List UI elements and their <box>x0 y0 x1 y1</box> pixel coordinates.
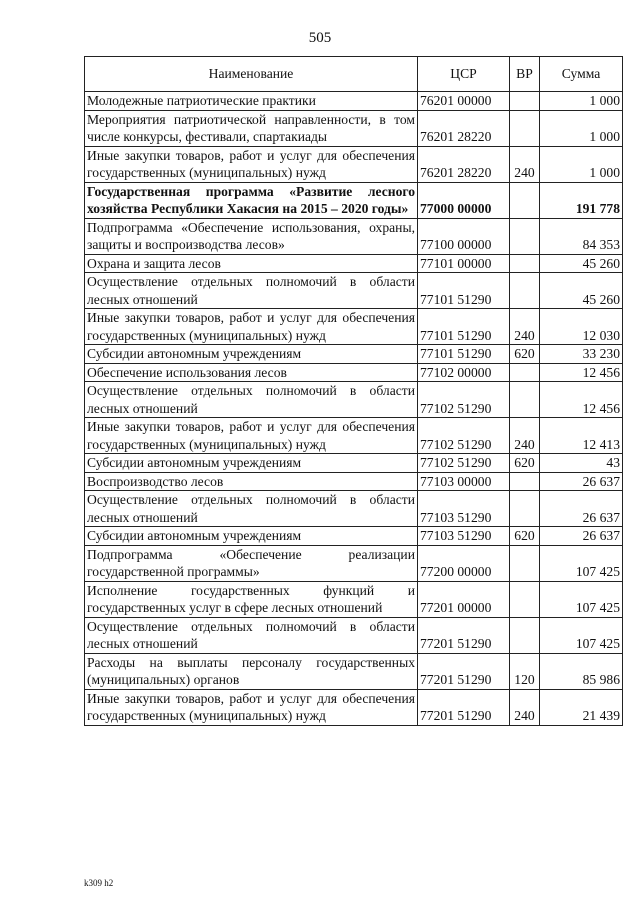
cell-vr: 120 <box>510 653 540 689</box>
cell-vr <box>510 92 540 111</box>
cell-name: Субсидии автономным учреждениям <box>85 454 418 473</box>
cell-name: Субсидии автономным учреждениям <box>85 527 418 546</box>
table-row <box>85 689 623 725</box>
cell-csr: 77102 51290 <box>418 418 510 454</box>
cell-csr: 77201 51290 <box>418 689 510 725</box>
cell-csr: 77102 51290 <box>418 382 510 418</box>
cell-sum: 26 637 <box>540 472 623 491</box>
table-row <box>85 110 623 146</box>
cell-name: Осуществление отдельных полномочий в области лесных отношений <box>85 382 418 418</box>
cell-name: Осуществление отдельных полномочий в области лесных отношений <box>85 617 418 653</box>
cell-name: Субсидии автономным учреждениям <box>85 345 418 364</box>
table-row <box>85 491 623 527</box>
cell-vr: 240 <box>510 418 540 454</box>
cell-name: Воспроизводство лесов <box>85 472 418 491</box>
cell-name: Подпрограмма «Обеспечение реализации государственной программы» <box>85 545 418 581</box>
cell-sum: 21 439 <box>540 689 623 725</box>
cell-csr: 77103 00000 <box>418 472 510 491</box>
cell-sum: 26 637 <box>540 491 623 527</box>
table-row <box>85 218 623 254</box>
cell-vr <box>510 545 540 581</box>
cell-vr <box>510 110 540 146</box>
cell-sum: 107 425 <box>540 617 623 653</box>
cell-csr: 77101 51290 <box>418 345 510 364</box>
cell-vr: 620 <box>510 454 540 473</box>
cell-vr: 240 <box>510 146 540 182</box>
cell-vr <box>510 382 540 418</box>
cell-sum: 1 000 <box>540 92 623 111</box>
table-row <box>85 254 623 273</box>
cell-sum: 33 230 <box>540 345 623 364</box>
cell-vr: 620 <box>510 345 540 364</box>
table-row <box>85 418 623 454</box>
cell-name: Исполнение государственных функций и государственных услуг в сфере лесных отношений <box>85 581 418 617</box>
table-row <box>85 345 623 364</box>
cell-vr <box>510 617 540 653</box>
cell-sum: 85 986 <box>540 653 623 689</box>
cell-name: Расходы на выплаты персоналу государственных (муниципальных) органов <box>85 653 418 689</box>
cell-csr: 77200 00000 <box>418 545 510 581</box>
cell-sum: 26 637 <box>540 527 623 546</box>
table-body <box>85 92 623 726</box>
cell-sum: 12 413 <box>540 418 623 454</box>
cell-csr: 76201 28220 <box>418 146 510 182</box>
cell-csr: 77102 51290 <box>418 454 510 473</box>
cell-name: Иные закупки товаров, работ и услуг для обеспечения государственных (муниципальных) нужд <box>85 309 418 345</box>
header-vr: ВР <box>510 57 540 92</box>
table-row <box>85 146 623 182</box>
cell-sum: 107 425 <box>540 581 623 617</box>
cell-sum: 12 456 <box>540 363 623 382</box>
cell-vr <box>510 182 540 218</box>
cell-name: Молодежные патриотические практики <box>85 92 418 111</box>
cell-sum: 12 456 <box>540 382 623 418</box>
header-csr: ЦСР <box>418 57 510 92</box>
cell-csr: 77000 00000 <box>418 182 510 218</box>
table-row <box>85 182 623 218</box>
cell-csr: 76201 28220 <box>418 110 510 146</box>
cell-csr: 77201 00000 <box>418 581 510 617</box>
table-header-row <box>85 57 623 92</box>
cell-csr: 77100 00000 <box>418 218 510 254</box>
cell-sum: 107 425 <box>540 545 623 581</box>
table-row <box>85 545 623 581</box>
cell-csr: 77101 51290 <box>418 273 510 309</box>
cell-sum: 84 353 <box>540 218 623 254</box>
header-name: Наименование <box>85 57 418 92</box>
cell-csr: 77101 51290 <box>418 309 510 345</box>
cell-csr: 77201 51290 <box>418 653 510 689</box>
cell-csr: 77102 00000 <box>418 363 510 382</box>
cell-csr: 77101 00000 <box>418 254 510 273</box>
cell-name: Иные закупки товаров, работ и услуг для обеспечения государственных (муниципальных) нужд <box>85 146 418 182</box>
cell-sum: 45 260 <box>540 273 623 309</box>
cell-vr <box>510 254 540 273</box>
header-sum: Сумма <box>540 57 623 92</box>
table-row <box>85 92 623 111</box>
cell-sum: 45 260 <box>540 254 623 273</box>
cell-sum: 12 030 <box>540 309 623 345</box>
cell-name: Иные закупки товаров, работ и услуг для обеспечения государственных (муниципальных) нужд <box>85 689 418 725</box>
cell-name: Иные закупки товаров, работ и услуг для обеспечения государственных (муниципальных) нужд <box>85 418 418 454</box>
table-row <box>85 309 623 345</box>
cell-vr: 240 <box>510 689 540 725</box>
cell-name: Подпрограмма «Обеспечение использования, охраны, защиты и воспроизводства лесов» <box>85 218 418 254</box>
cell-name: Осуществление отдельных полномочий в области лесных отношений <box>85 273 418 309</box>
budget-table <box>84 56 623 726</box>
cell-vr: 240 <box>510 309 540 345</box>
cell-name: Обеспечение использования лесов <box>85 363 418 382</box>
cell-name: Охрана и защита лесов <box>85 254 418 273</box>
cell-vr <box>510 472 540 491</box>
cell-name: Государственная программа «Развитие лесного хозяйства Республики Хакасия на 2015 – 2020 годы» <box>85 182 418 218</box>
table-row <box>85 382 623 418</box>
cell-vr <box>510 218 540 254</box>
cell-sum: 1 000 <box>540 146 623 182</box>
cell-name: Осуществление отдельных полномочий в области лесных отношений <box>85 491 418 527</box>
table-row <box>85 454 623 473</box>
table-row <box>85 363 623 382</box>
table-row <box>85 527 623 546</box>
cell-sum: 191 778 <box>540 182 623 218</box>
table-row <box>85 617 623 653</box>
table-row <box>85 581 623 617</box>
cell-vr <box>510 491 540 527</box>
cell-vr: 620 <box>510 527 540 546</box>
cell-sum: 1 000 <box>540 110 623 146</box>
cell-csr: 77201 51290 <box>418 617 510 653</box>
cell-vr <box>510 273 540 309</box>
table-row <box>85 472 623 491</box>
page-number: 505 <box>308 30 332 46</box>
cell-csr: 76201 00000 <box>418 92 510 111</box>
cell-csr: 77103 51290 <box>418 527 510 546</box>
table-row <box>85 653 623 689</box>
cell-vr <box>510 581 540 617</box>
cell-csr: 77103 51290 <box>418 491 510 527</box>
table-row <box>85 273 623 309</box>
footer-code: k309 h2 <box>84 878 114 888</box>
cell-sum: 43 <box>540 454 623 473</box>
cell-vr <box>510 363 540 382</box>
cell-name: Мероприятия патриотической направленности, в том числе конкурсы, фестивали, спартакиады <box>85 110 418 146</box>
